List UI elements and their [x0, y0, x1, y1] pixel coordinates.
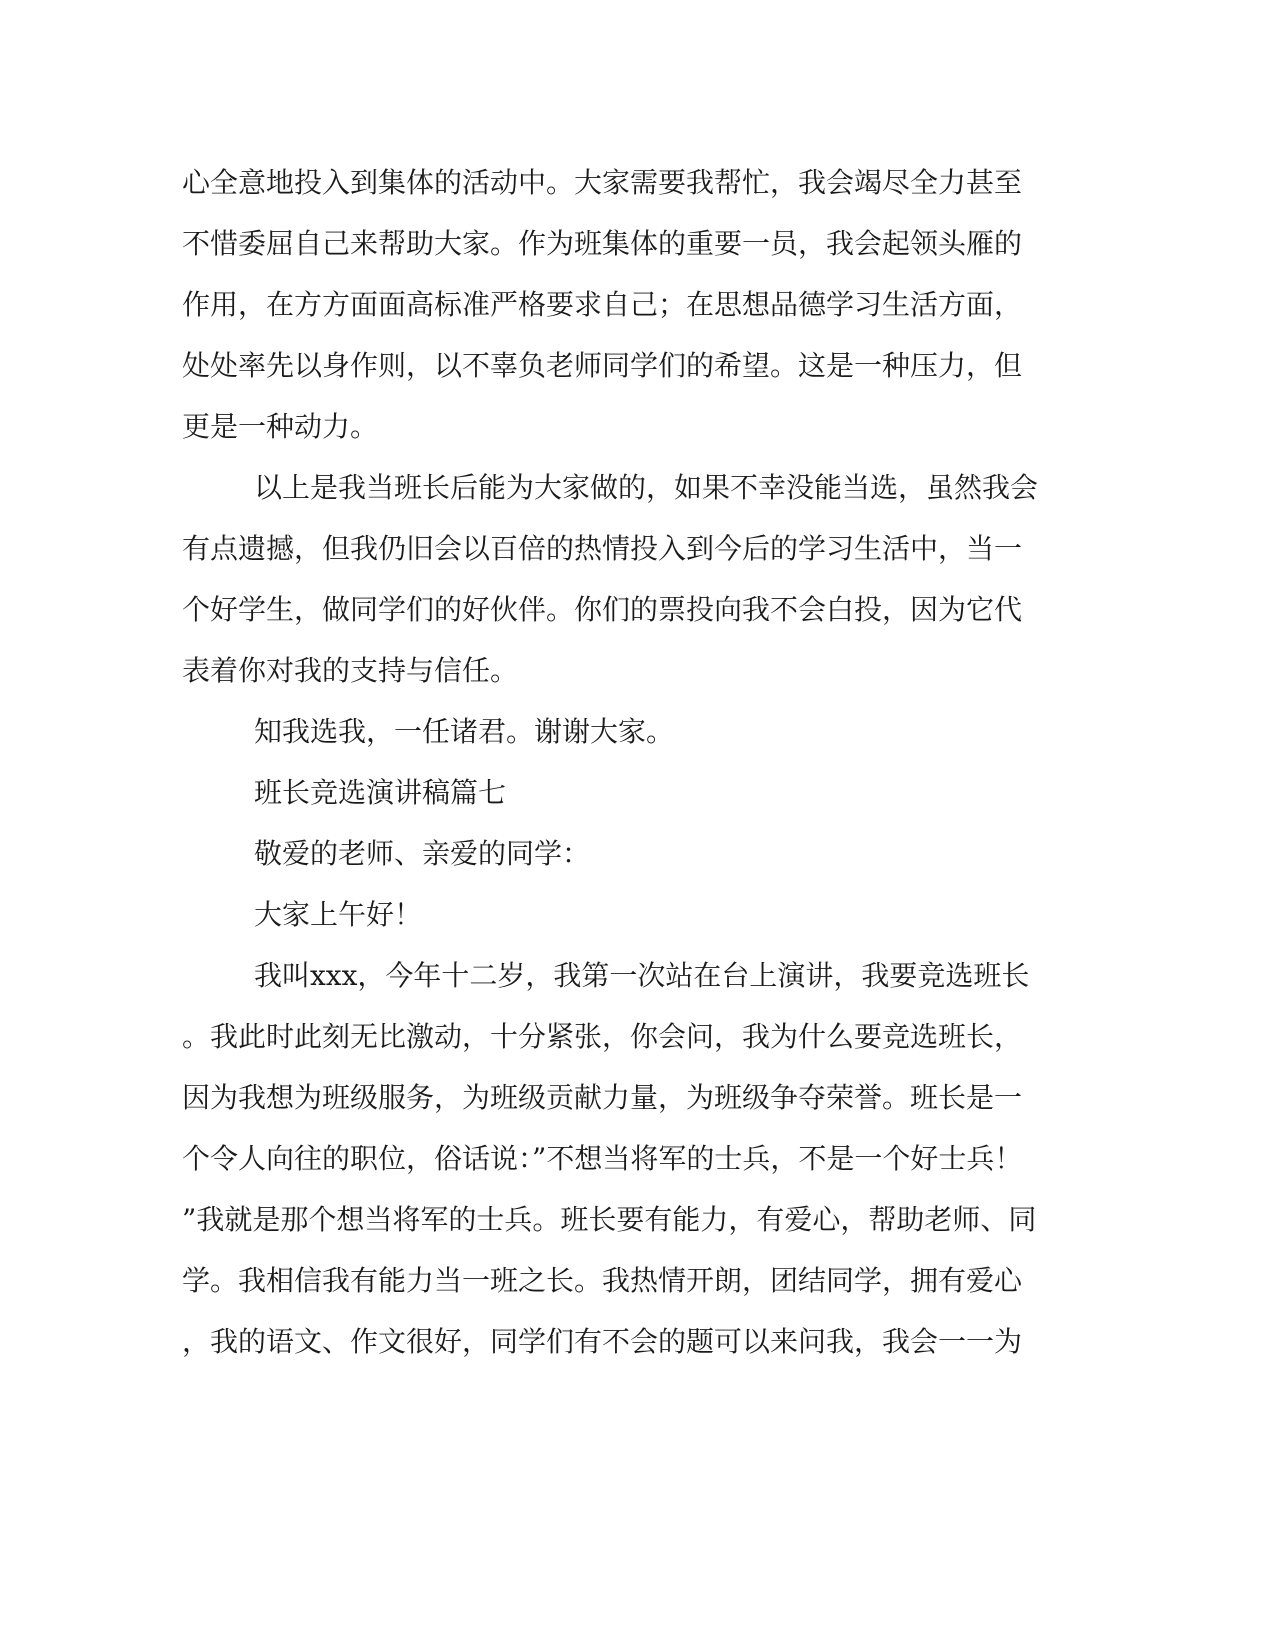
text-line: 学。我相信我有能力当一班之长。我热情开朗，团结同学，拥有爱心: [182, 1264, 1023, 1297]
text-line: 表着你对我的支持与信任。: [182, 654, 519, 687]
text-line: 处处率先以身作则，以不辜负老师同学们的希望。这是一种压力，但: [182, 349, 1023, 382]
paragraph: [182, 457, 1102, 701]
paragraph: [182, 762, 1102, 823]
text-line: 个令人向往的职位，俗话说：”不想当将军的士兵，不是一个好士兵！: [182, 1142, 1023, 1175]
text-line: 个好学生，做同学们的好伙伴。你们的票投向我不会白投，因为它代: [182, 593, 1023, 626]
text-line: 以上是我当班长后能为大家做的，如果不幸没能当选，虽然我会: [254, 471, 1039, 504]
paragraph: [182, 152, 1102, 457]
text-line: 因为我想为班级服务，为班级贡献力量，为班级争夺荣誉。班长是一: [182, 1081, 1023, 1114]
text-line: 我叫xxx，今年十二岁，我第一次站在台上演讲，我要竞选班长: [254, 959, 1030, 992]
text-line: 班长竞选演讲稿篇七: [254, 776, 507, 809]
text-line: ”我就是那个想当将军的士兵。班长要有能力，有爱心，帮助老师、同: [182, 1203, 1037, 1236]
text-line: 心全意地投入到集体的活动中。大家需要我帮忙，我会竭尽全力甚至: [182, 166, 1023, 199]
text-line: 敬爱的老师、亲爱的同学：: [254, 837, 591, 870]
text-line: 有点遗撼，但我仍旧会以百倍的热情投入到今后的学习生活中，当一: [182, 532, 1023, 565]
text-line: 作用，在方方面面高标准严格要求自己；在思想品德学习生活方面，: [182, 288, 1023, 321]
document-body: [182, 152, 1102, 1372]
paragraph: [182, 945, 1102, 1372]
text-line: 知我选我，一任诸君。谢谢大家。: [254, 715, 675, 748]
paragraph: [182, 823, 1102, 884]
paragraph: [182, 701, 1102, 762]
text-line: ，我的语文、作文很好，同学们有不会的题可以来问我，我会一一为: [182, 1325, 1023, 1358]
text-line: 大家上午好！: [254, 898, 423, 931]
text-line: 。我此时此刻无比激动，十分紧张，你会问，我为什么要竞选班长，: [182, 1020, 1023, 1053]
paragraph: [182, 884, 1102, 945]
text-line: 更是一种动力。: [182, 410, 379, 443]
text-line: 不惜委屈自己来帮助大家。作为班集体的重要一员，我会起领头雁的: [182, 227, 1023, 260]
